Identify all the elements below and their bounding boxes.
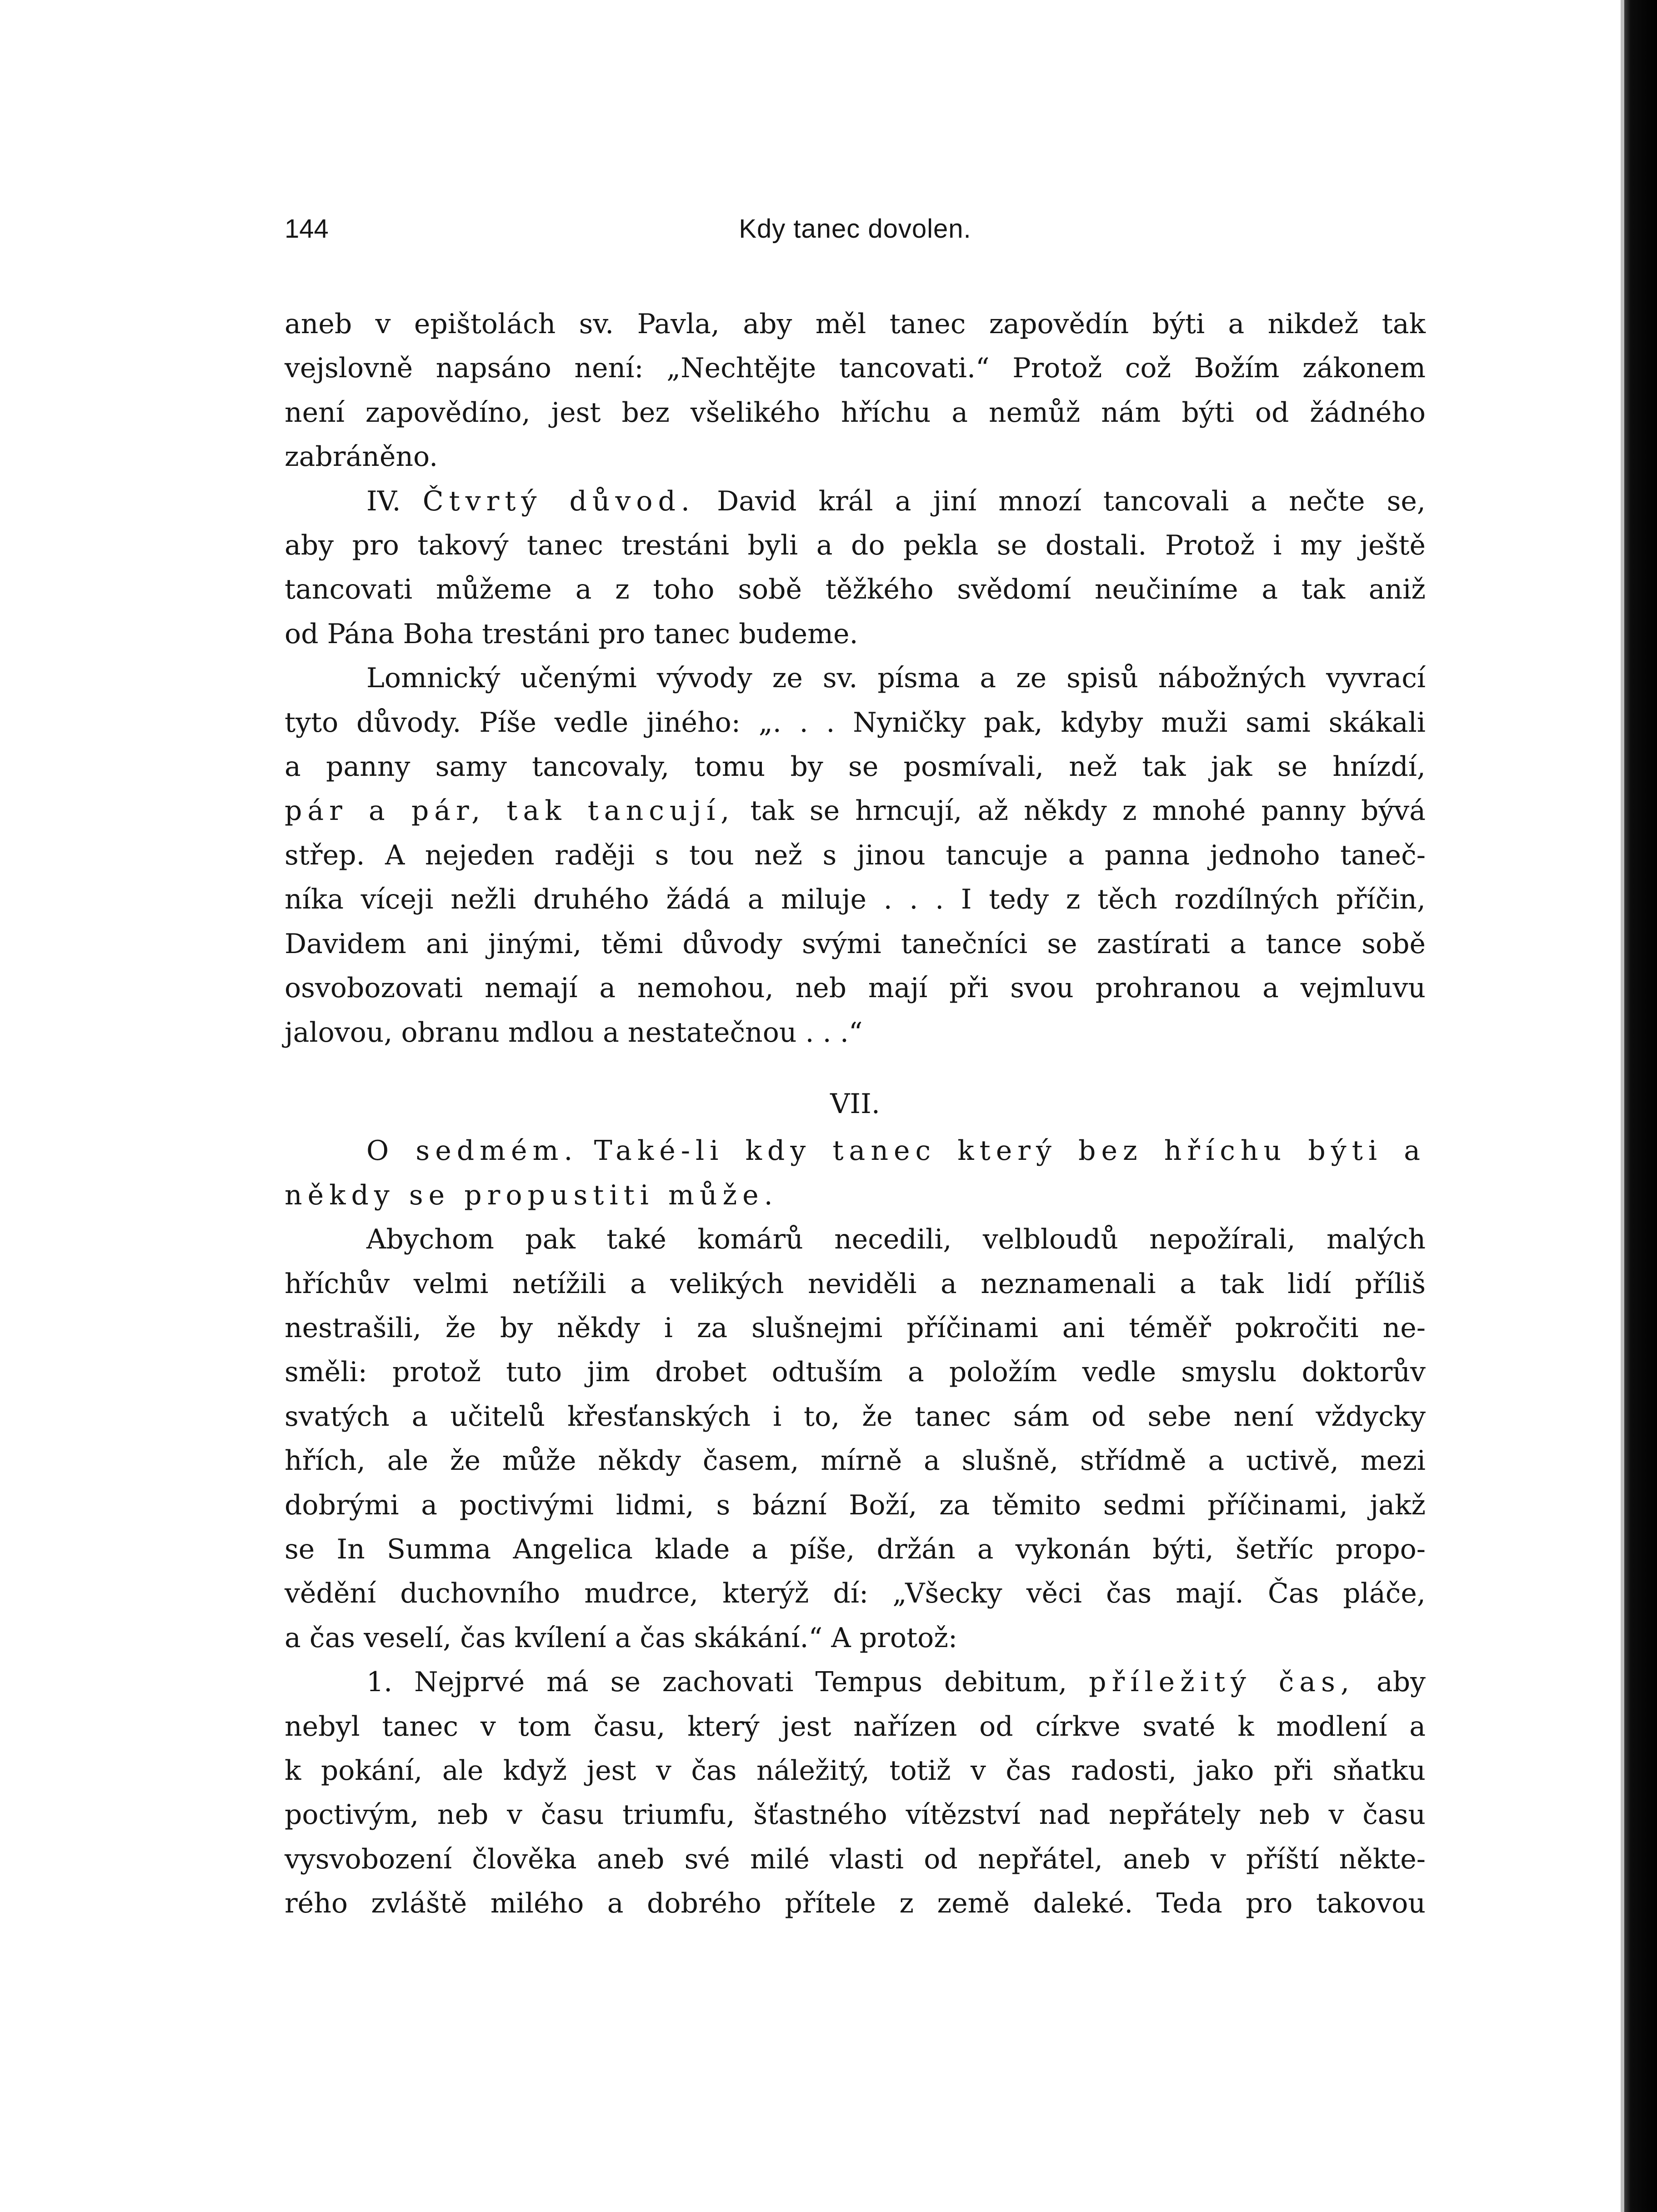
text-line: hřích, ale že může někdy časem, mírně a slušně, střídmě a uctivě, mezi — [285, 1445, 1426, 1477]
text-line: se In Summa Angelica klade a píše, držán a vykonán býti, šetříc propo- — [285, 1533, 1426, 1565]
page-header — [285, 214, 1426, 255]
text-line — [285, 1660, 1426, 1704]
text-line: střep. A nejeden raději s tou než s jinou tancuje a panna jednoho taneč- — [285, 839, 1426, 871]
text-line: aneb v epištolách sv. Pavla, aby měl tanec zapovědín býti a nikdež tak — [285, 308, 1426, 340]
page-number: 144 — [285, 214, 329, 244]
text-line: svatých a učitelů křesťanských i to, že tanec sám od sebe není vždycky — [285, 1400, 1426, 1433]
text-segment: David král a jiní mnozí tancovali a nečte se, — [717, 485, 1426, 517]
section-title-text: Také-li kdy tanec který bez hříchu býti a — [594, 1135, 1426, 1167]
text-line: Lomnický učenými vývody ze sv. písma a ze spisů nábožných vyvrací — [366, 662, 1426, 694]
text-segment: aby — [1376, 1666, 1426, 1698]
text-line: nebyl tanec v tom času, který jest nařízen od církve svaté k modlení a — [285, 1710, 1426, 1743]
paragraph — [285, 656, 1426, 1055]
text-line: k pokání, ale když jest v čas náležitý, totiž v čas radosti, jako při sňatku — [285, 1754, 1426, 1787]
text-segment: 1. Nejprvé má se zachovati Tempus debitum, — [366, 1666, 1067, 1698]
running-title: Kdy tanec dovolen. — [739, 214, 971, 244]
text-line: zabráněno. — [285, 441, 438, 473]
text-line: vysvobození člověka aneb své milé vlasti od nepřátel, aneb v příští někte- — [285, 1843, 1426, 1875]
text-line: a čas veselí, čas kvílení a čas skákání.“ A protož: — [285, 1622, 958, 1654]
text-line: směli: protož tuto jim drobet odtuším a položím vedle smyslu doktorův — [285, 1356, 1426, 1388]
reason-number: IV. — [366, 485, 401, 517]
section-title-lead: O sedmém. — [366, 1135, 578, 1167]
text-line: není zapovědíno, jest bez všelikého hříchu a nemůž nám býti od žádného — [285, 396, 1426, 429]
text-line: dobrými a poctivými lidmi, s bázní Boží, za těmito sedmi příčinami, jakž — [285, 1489, 1426, 1521]
paragraph — [285, 479, 1426, 657]
text-line — [285, 479, 1426, 524]
text-line: níka víceji nežli druhého žádá a miluje . . . I tedy z těch rozdílných příčin, — [285, 884, 1426, 916]
spaced-phrase: příležitý čas, — [1089, 1666, 1355, 1698]
page-edge-shadow — [1621, 0, 1624, 2212]
text-line: od Pána Boha trestáni pro tanec budeme. — [285, 618, 858, 650]
spaced-phrase: pár a pár, tak tancují, — [285, 795, 735, 827]
text-line: Abychom pak také komárů necedili, velbloudů nepožírali, malých — [366, 1223, 1426, 1256]
text-line: rého zvláště milého a dobrého přítele z země daleké. Teda pro takovou — [285, 1887, 1426, 1920]
text-line: hříchův velmi netížili a velikých neviděli a neznamenali a tak lidí příliš — [285, 1268, 1426, 1300]
text-line: tyto důvody. Píše vedle jiného: „. . . Nyničky pak, kdyby muži sami skákali — [285, 706, 1426, 739]
text-line: osvobozovati nemají a nemohou, neb mají při svou prohranou a vejmluvu — [285, 972, 1426, 1004]
paragraph — [285, 1660, 1426, 1926]
text-line: tancovati můžeme a z toho sobě těžkého svědomí neučiníme a tak aniž — [285, 574, 1426, 606]
text-segment: tak se hrncují, až někdy z mnohé panny bývá — [750, 795, 1426, 827]
text-line: Davidem ani jinými, těmi důvody svými tanečníci se zastírati a tance sobě — [285, 928, 1426, 960]
text-line: a panny samy tancovaly, tomu by se posmívali, než tak jak se hnízdí, — [285, 751, 1426, 783]
section-title — [285, 1129, 1426, 1218]
text-line — [285, 789, 1426, 833]
section-heading: VII. — [830, 1088, 880, 1120]
text-line: jalovou, obranu mdlou a nestatečnou . . .“ — [285, 1016, 863, 1049]
text-line: vědění duchovního mudrce, kterýž dí: „Všecky věci čas mají. Čas pláče, — [285, 1578, 1426, 1610]
text-line — [285, 1129, 1426, 1173]
text-line: nestrašili, že by někdy i za slušnejmi příčinami ani téměř pokročiti ne- — [285, 1312, 1426, 1344]
text-line: vejslovně napsáno není: „Nechtějte tancovati.“ Protož což Božím zákonem — [285, 352, 1426, 384]
body-text — [285, 302, 1426, 1926]
text-line: někdy se propustiti může. — [285, 1179, 778, 1211]
text-line: aby pro takový tanec trestáni byli a do pekla se dostali. Protož i my ještě — [285, 529, 1426, 562]
reason-title: Čtvrtý důvod. — [422, 485, 695, 517]
paragraph — [285, 1218, 1426, 1660]
page-edge — [1624, 0, 1657, 2212]
text-line: poctivým, neb v času triumfu, šťastného vítězství nad nepřátely neb v času — [285, 1799, 1426, 1831]
paragraph — [285, 302, 1426, 479]
